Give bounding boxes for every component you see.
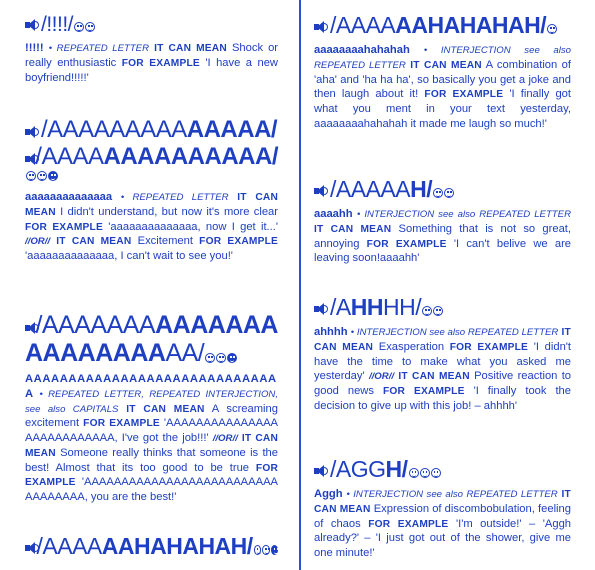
entry-aaaahh [314, 178, 571, 266]
emoji-face-icon [227, 353, 237, 363]
emoji-face-icon [37, 171, 47, 181]
emoji-face-icon [271, 545, 278, 555]
definition: aaaaaaaahahahah • INTERJECTION see also REPEATED LETTER IT CAN MEAN A combination of 'aha' and 'ha ha ha', so basically you get a joke and then laugh about it! FOR EXAMPLE 'I finally got what you ment in your text yesterday, aaaaaaaahahahah it made me laugh so much!' [314, 44, 572, 130]
headword: /AAAAAAAAA AAAAA/ [25, 118, 278, 142]
definition: aaaaaaaaaaaaaa • REPEATED LETTER IT CAN MEAN I didn't understand, but now it's more clear FOR EXAMPLE 'aaaaaaaaaaaaaa, now I get it...' //OR// IT CAN MEAN Excitement FOR EXAMPLE 'aaaaaaaaaaaaaa, I can't wait to see you!' [25, 191, 279, 263]
definition: aaaahh • INTERJECTION see also REPEATED LETTER IT CAN MEAN Something that is not so great, annoying FOR EXAMPLE 'I can't belive we are leaving soon!aaaahh' [314, 208, 572, 265]
emoji-face-icon [409, 468, 419, 478]
entry-aahahah [25, 535, 278, 558]
speaker-icon[interactable] [25, 541, 35, 555]
emoji-face-icon [26, 171, 36, 181]
tag: REPEATED LETTER [56, 43, 150, 54]
headword: /AGG H/ [314, 458, 571, 481]
word: aaaaaaaahahahah [314, 44, 410, 56]
definition: Aggh • INTERJECTION see also REPEATED LETTER IT CAN MEAN Expression of discombobulation, feeling of chaos FOR EXAMPLE 'I'm outside!' – 'Aggh already?' – 'I just got out of the shower, give me one minute!' [314, 488, 572, 560]
emoji-face-icon [547, 24, 557, 34]
word: AAAAAAAAAAAAAAAAAAAAAAAAAAAAAA [25, 373, 277, 400]
word: ahhhh [314, 326, 348, 338]
emoji-row [25, 171, 278, 184]
headword: /AAAA AAHAHAHAH/ [314, 14, 571, 37]
headword: /AAAAA H/ [314, 178, 571, 201]
entry-exclamation [25, 14, 278, 85]
speaker-icon[interactable] [314, 20, 328, 34]
emoji-face-icon [422, 306, 432, 316]
definition: AAAAAAAAAAAAAAAAAAAAAAAAAAAAAA • REPEATED LETTER, REPEATED INTERJECTION, see also CAPITALS IT CAN MEAN A screaming excitement FOR EXAMPLE 'AAAAAAAAAAAAAAAAAAAAAAAAAAA, I've got the job!!!' //OR// IT CAN MEAN Someone really thinks that someone is the best! Almost that its too good to be true FOR EXAMPLE 'AAAAAAAAAAAAAAAAAAAAAAAAAAAAAAAAAA, you are the best!' [25, 373, 279, 504]
speaker-icon[interactable] [25, 321, 33, 335]
tag: INTERJECTION see also REPEATED LETTER [314, 45, 572, 71]
tag: INTERJECTION see also REPEATED LETTER [356, 327, 559, 338]
emoji-face-icon [444, 188, 454, 198]
emoji-face-icon [420, 468, 430, 478]
speaker-icon[interactable] [314, 302, 328, 316]
headword-line-2: AAAAAAAA AA/ [25, 341, 278, 366]
emoji-face-icon [216, 353, 226, 363]
entry-ahhhh [314, 296, 571, 414]
entry-aggh [314, 458, 571, 561]
tag: REPEATED LETTER, REPEATED INTERJECTION, see also CAPITALS [25, 388, 278, 415]
entry-aaaa [25, 118, 278, 264]
entry-screaming [25, 313, 278, 505]
headword: /AAAA AAHAHAHAH/ [25, 535, 278, 558]
headword-line-2: /AAAA AAAAAAAAAA/ [25, 145, 278, 169]
emoji-face-icon [431, 468, 441, 478]
emoji-face-icon [48, 171, 58, 181]
headword: /!!!!/ [25, 14, 278, 35]
emoji-face-icon [254, 545, 261, 555]
speaker-icon[interactable] [314, 464, 328, 478]
headword: /A HH HH/ [314, 296, 571, 319]
tag: INTERJECTION see also REPEATED LETTER [364, 209, 571, 220]
word: aaaahh [314, 208, 353, 220]
speaker-icon[interactable] [314, 184, 328, 198]
definition: !!!!! • REPEATED LETTER IT CAN MEAN Shock or really enthusiastic FOR EXAMPLE 'I have a new boyfriend!!!!!' [25, 42, 279, 84]
tag: INTERJECTION see also REPEATED LETTER [353, 489, 558, 500]
emoji-face-icon [85, 22, 95, 32]
emoji-face-icon [205, 353, 215, 363]
emoji-face-icon [433, 306, 443, 316]
speaker-icon[interactable] [25, 18, 39, 32]
word: aaaaaaaaaaaaaa [25, 191, 113, 203]
speaker-icon[interactable] [25, 152, 33, 166]
emoji-face-icon [74, 22, 84, 32]
speaker-icon[interactable] [25, 125, 39, 139]
entry-aahahah [314, 14, 571, 132]
column-divider [299, 0, 301, 570]
headword: /AAAAAAA AAAAAAA [25, 313, 278, 338]
word: !!!!! [25, 42, 44, 54]
tag: REPEATED LETTER [132, 192, 229, 203]
definition: ahhhh • INTERJECTION see also REPEATED LETTER IT CAN MEAN Exasperation FOR EXAMPLE 'I didn't have the time to make what you asked me yesterday' //OR// IT CAN MEAN Positive reaction to good news FOR EXAMPLE 'I finally took the decision to give up with this job! – ahhhh' [314, 326, 572, 412]
word: Aggh [314, 488, 343, 500]
emoji-face-icon [433, 188, 443, 198]
emoji-face-icon [262, 545, 269, 555]
